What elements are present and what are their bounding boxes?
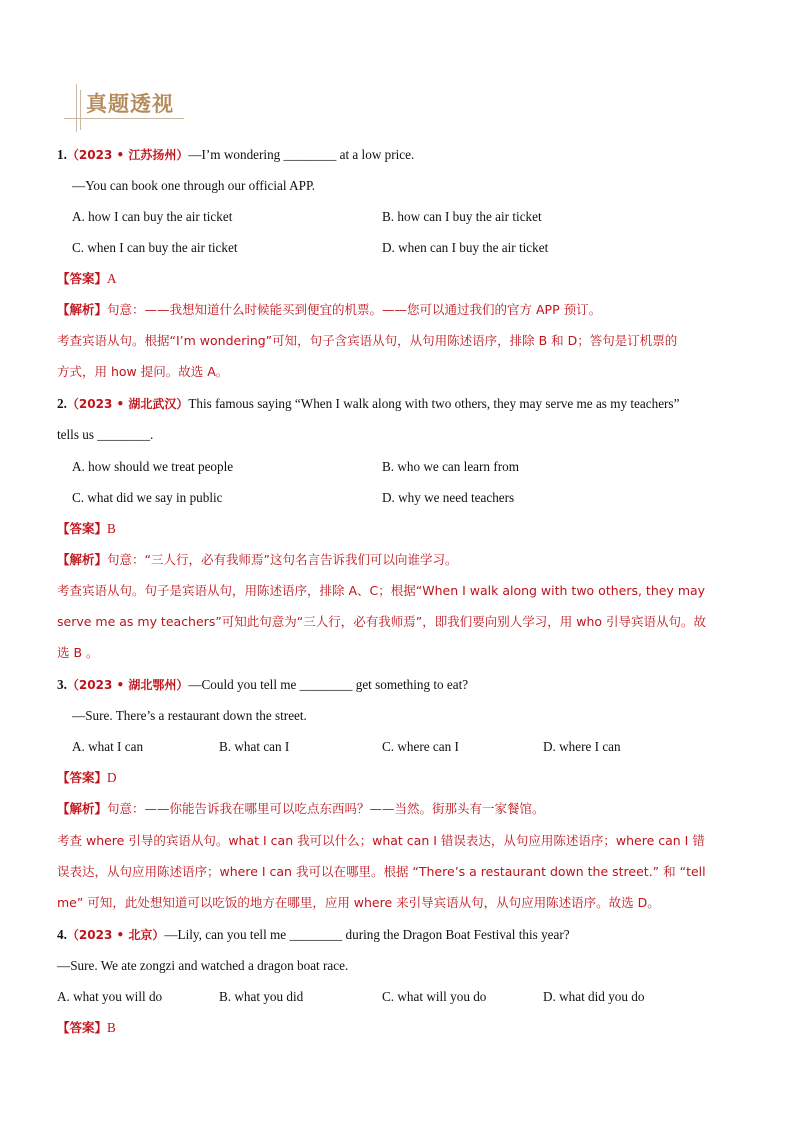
option-b: B. who we can learn from [382,459,519,474]
question-number: 4. [57,927,67,942]
answer-tag: 【答案】 [57,770,108,785]
option-d: D. why we need teachers [382,490,515,505]
option-d: D. what did you do [543,989,645,1004]
analysis-text: 句意：——我想知道什么时候能买到便宜的机票。——您可以通过我们的官方 APP 预订。 [107,302,602,317]
answer-value: B [107,1020,116,1035]
question-source: （2023 • 湖北鄂州） [66,678,189,692]
answer-value: B [107,521,116,536]
option-a: A. how should we treat people [72,459,234,474]
option-a: A. what I can [72,739,144,754]
question-1-stem [57,146,414,164]
option-d: D. when can I buy the air ticket [382,240,549,255]
question-source: （2023 • 湖北武汉） [66,397,189,411]
analysis-tag: 【解析】 [57,302,108,317]
option-c: C. where can I [382,739,459,754]
answer-line [57,270,117,288]
option-d: D. where I can [543,739,621,754]
question-3-reply: —Sure. There’s a restaurant down the street. [72,708,307,723]
question-number: 2. [57,396,67,411]
answer-line [57,520,116,538]
question-2-stem-cont: tells us ________. [57,427,154,442]
section-title: 真题透视 [86,92,174,116]
answer-tag: 【答案】 [57,271,108,286]
analysis-text: 句意：——你能告诉我在哪里可以吃点东西吗？——当然。街那头有一家餐馆。 [107,801,545,816]
analysis-line [57,800,545,818]
option-b: B. how can I buy the air ticket [382,209,542,224]
title-vertical-rule-inner [80,90,81,130]
analysis-text: 考查宾语从句。根据“I’m wondering”可知，句子含宾语从句，从句用陈述语序，排除 B 和 D；答句是订机票的 [57,333,678,348]
option-c: C. what will you do [382,989,487,1004]
analysis-text: 考查 where 引导的宾语从句。what I can 我可以什么；what can I 错误表达，从句应用陈述语序；where can I 错 [57,833,705,848]
option-a: A. how I can buy the air ticket [72,209,233,224]
question-number: 3. [57,677,67,692]
question-3-stem [57,676,468,694]
title-horizontal-rule [64,118,184,119]
question-text: This famous saying “When I walk along with two others, they may serve me as my teachers” [188,396,680,411]
question-number: 1. [57,147,67,162]
option-a: A. what you will do [57,989,163,1004]
analysis-text: me” 可知，此处想知道可以吃饭的地方在哪里，应用 where 来引导宾语从句，从句应用陈述语序。故选 D。 [57,895,660,910]
option-b: B. what you did [219,989,304,1004]
answer-value: D [107,770,117,785]
analysis-text: 方式，用 how 提问。故选 A。 [57,364,229,379]
analysis-tag: 【解析】 [57,552,108,567]
question-source: （2023 • 北京） [66,928,165,942]
title-vertical-rule [76,84,77,132]
analysis-line [57,301,601,319]
answer-tag: 【答案】 [57,1020,108,1035]
option-b: B. what can I [219,739,290,754]
option-c: C. what did we say in public [72,490,223,505]
analysis-text: 考查宾语从句。句子是宾语从句，用陈述语序，排除 A、C；根据“When I walk along with two others, they may [57,583,706,598]
option-c: C. when I can buy the air ticket [72,240,238,255]
analysis-text: 句意：“三人行，必有我师焉”这句名言告诉我们可以向谁学习。 [107,552,458,567]
question-text: —Could you tell me ________ get something to eat? [188,677,469,692]
analysis-tag: 【解析】 [57,801,108,816]
question-1-reply: —You can book one through our official APP. [72,178,316,193]
question-2-stem [57,395,679,413]
analysis-line [57,551,457,569]
answer-tag: 【答案】 [57,521,108,536]
analysis-text: 选 B 。 [57,645,99,660]
question-4-stem [57,926,570,944]
analysis-text: serve me as my teachers”可知此句意为“三人行，必有我师焉”，即我们要向别人学习，用 who 引导宾语从句。故 [57,614,706,629]
question-text: —Lily, can you tell me ________ during the Dragon Boat Festival this year? [164,927,570,942]
question-text: —I’m wondering ________ at a low price. [188,147,415,162]
question-source: （2023 • 江苏扬州） [66,148,189,162]
analysis-text: 误表达，从句应用陈述语序；where I can 我可以在哪里。根据 “There’s a restaurant down the street.” 和 “tell [57,864,706,879]
question-4-reply: —Sure. We ate zongzi and watched a dragon boat race. [57,958,349,973]
answer-line [57,769,117,787]
answer-value: A [107,271,117,286]
section-title-block [64,84,194,132]
answer-line [57,1019,116,1037]
